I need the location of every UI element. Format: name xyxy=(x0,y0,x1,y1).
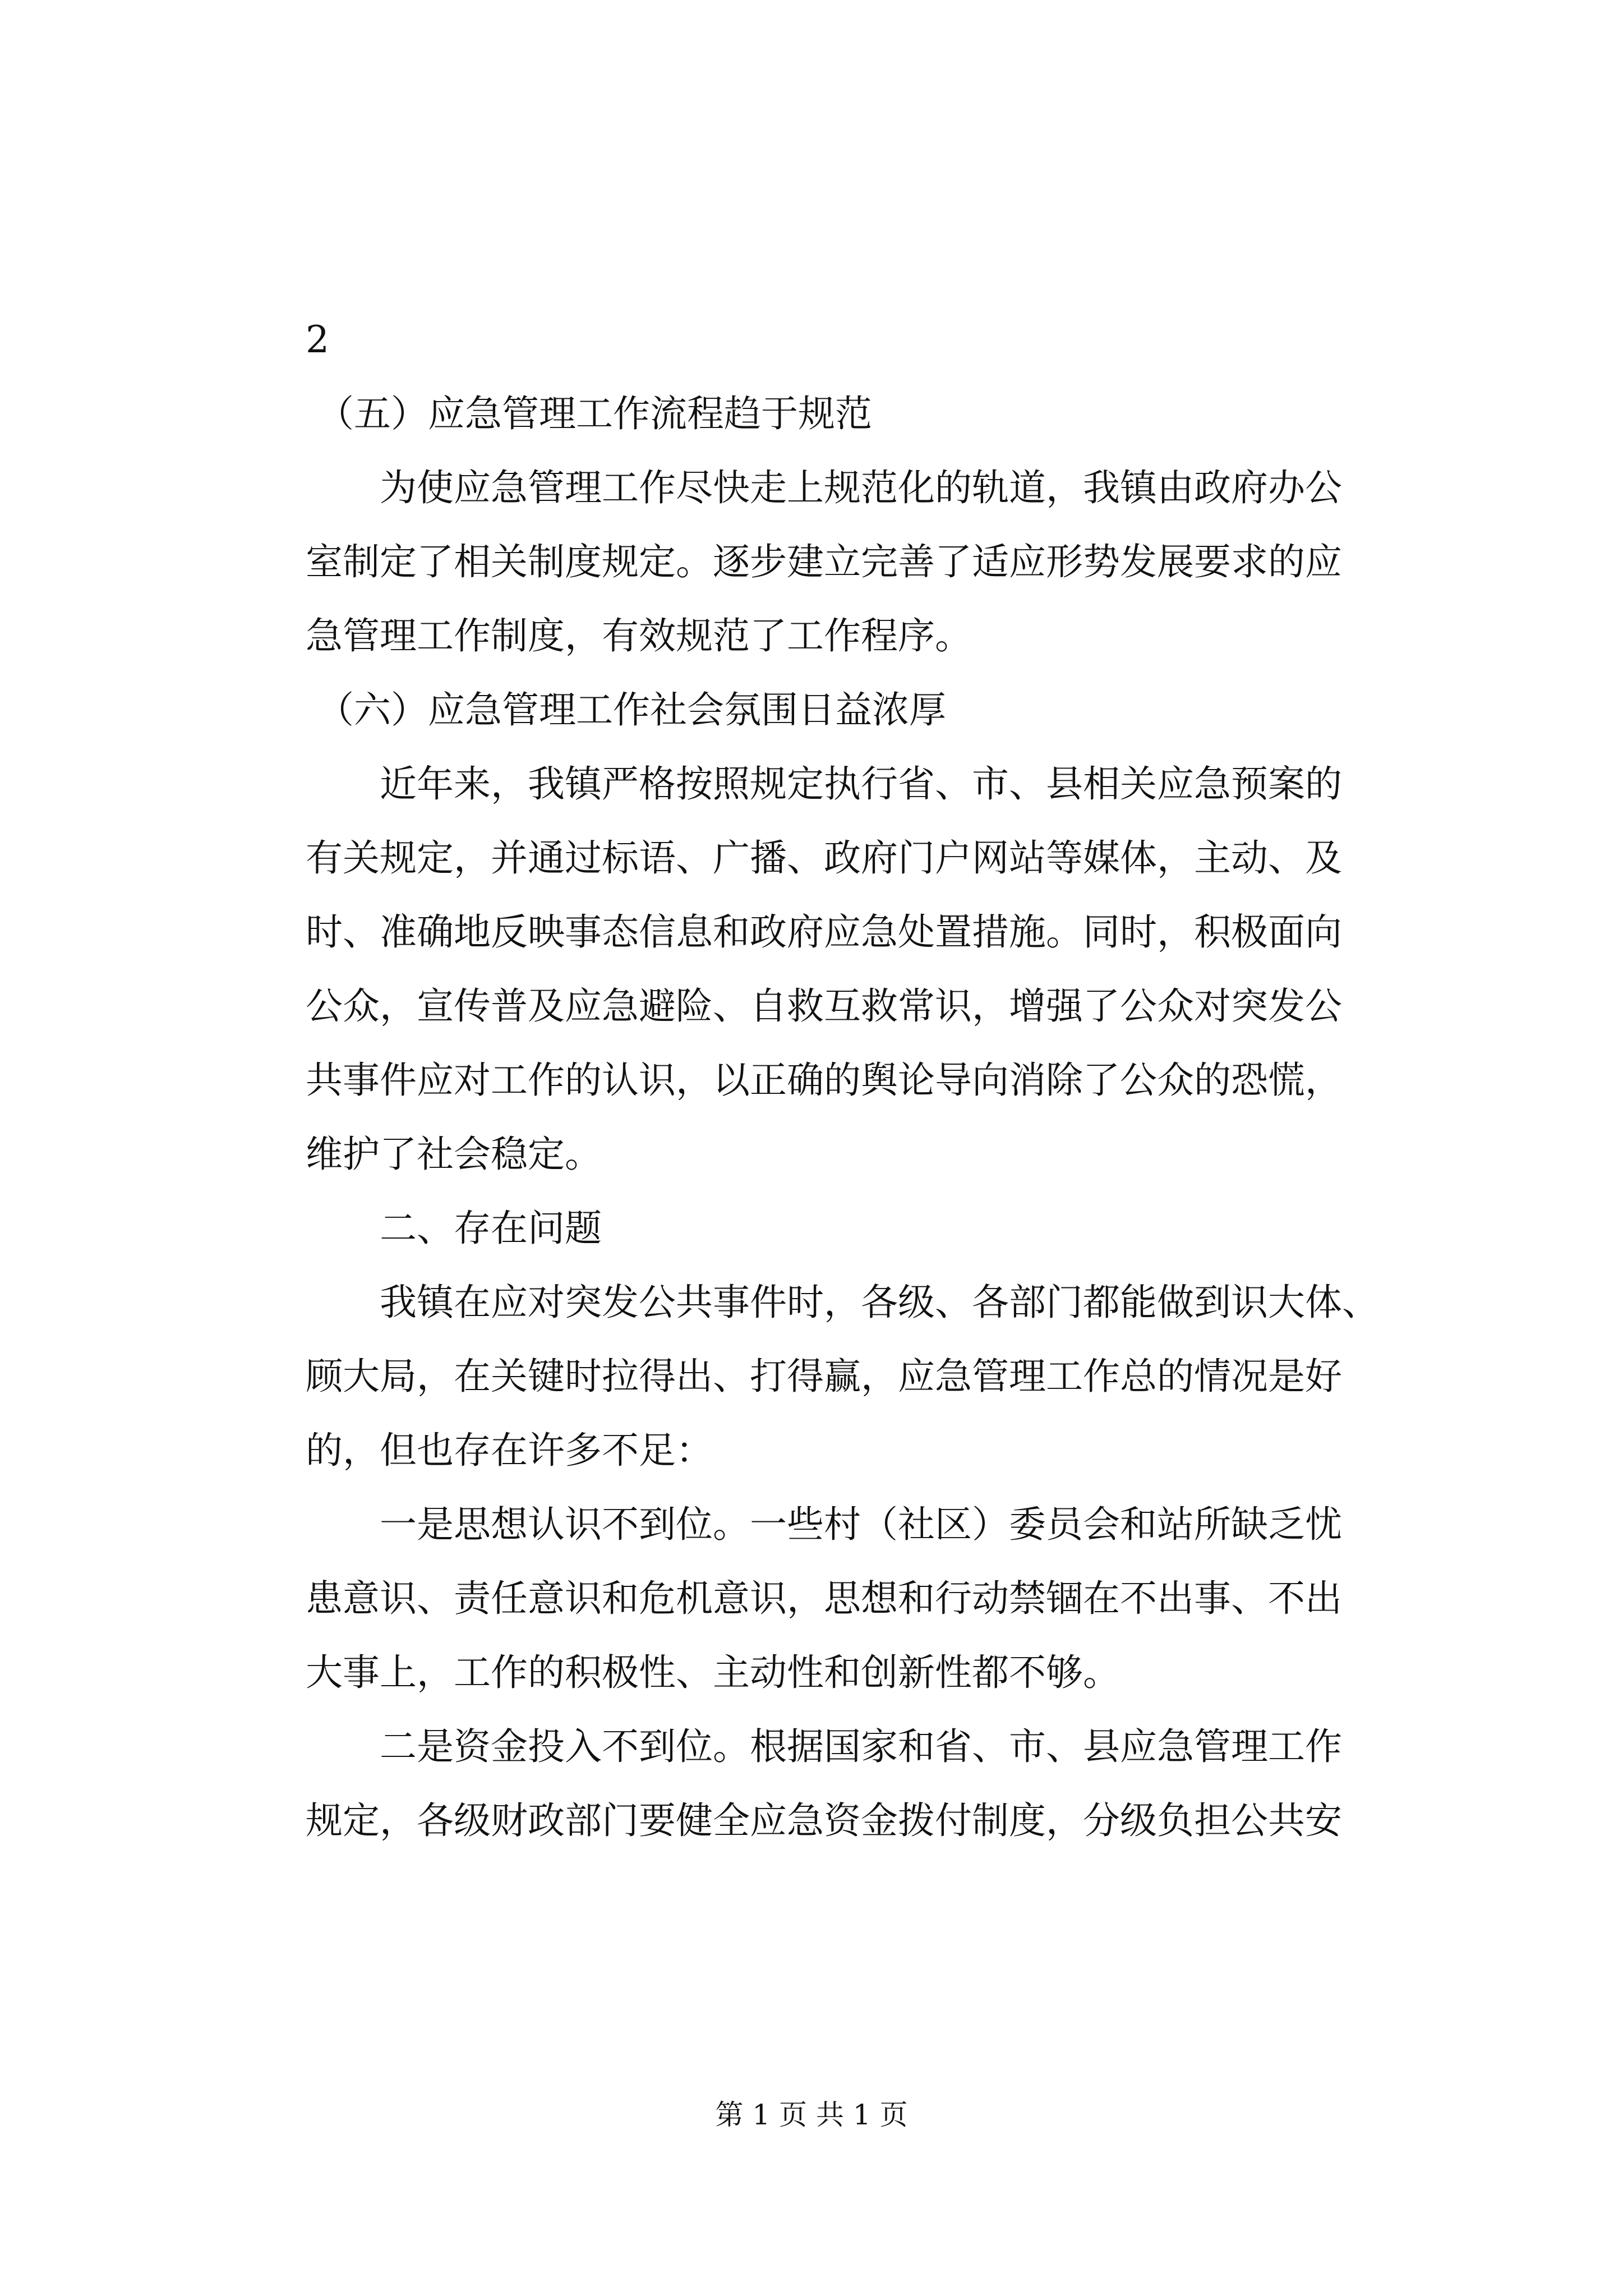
paragraph xyxy=(306,451,1416,673)
text-line: 二是资金投入不到位。根据国家和省、市、县应急管理工作 xyxy=(306,1725,1342,1768)
section-heading: （五）应急管理工作流程趋于规范 xyxy=(317,392,872,435)
text-line: 大事上，工作的积极性、主动性和创新性都不够。 xyxy=(306,1651,1120,1694)
text-line: 为使应急管理工作尽快走上规范化的轨道，我镇由政府办公 xyxy=(306,466,1342,509)
paragraph xyxy=(306,1710,1416,1858)
text-line: 急管理工作制度，有效规范了工作程序。 xyxy=(306,614,972,657)
text-line: 时、准确地反映事态信息和政府应急处置措施。同时，积极面向 xyxy=(306,910,1342,954)
document-body xyxy=(306,303,1416,1858)
top-number: 2 xyxy=(306,318,329,361)
text-line: 顾大局，在关键时拉得出、打得赢，应急管理工作总的情况是好 xyxy=(306,1355,1342,1398)
page-footer: 第 1 页 共 1 页 xyxy=(715,2099,908,2131)
text-line: 近年来，我镇严格按照规定执行省、市、县相关应急预案的 xyxy=(306,762,1342,806)
paragraph xyxy=(306,1488,1416,1710)
text-line: 公众，宣传普及应急避险、自救互救常识，增强了公众对突发公 xyxy=(306,984,1342,1028)
text-line: 规定，各级财政部门要健全应急资金拨付制度，分级负担公共安 xyxy=(306,1799,1342,1842)
section-heading: （六）应急管理工作社会氛围日益浓厚 xyxy=(317,688,946,731)
text-line: 一是思想认识不到位。一些村（社区）委员会和站所缺乏忧 xyxy=(306,1503,1342,1546)
text-line: 共事件应对工作的认识，以正确的舆论导向消除了公众的恐慌， xyxy=(306,1059,1342,1102)
paragraph xyxy=(306,747,1416,1191)
paragraph xyxy=(306,1266,1416,1488)
text-line: 二、存在问题 xyxy=(306,1207,602,1250)
text-line: 有关规定，并通过标语、广播、政府门户网站等媒体，主动、及 xyxy=(306,836,1342,880)
text-line: 室制定了相关制度规定。逐步建立完善了适应形势发展要求的应 xyxy=(306,540,1342,583)
section-title xyxy=(306,1191,1416,1266)
text-line: 我镇在应对突发公共事件时，各级、各部门都能做到识大体、 xyxy=(306,1281,1379,1324)
text-line: 的，但也存在许多不足： xyxy=(306,1429,713,1472)
text-line: 患意识、责任意识和危机意识，思想和行动禁锢在不出事、不出 xyxy=(306,1577,1342,1620)
text-line: 维护了社会稳定。 xyxy=(306,1133,602,1176)
